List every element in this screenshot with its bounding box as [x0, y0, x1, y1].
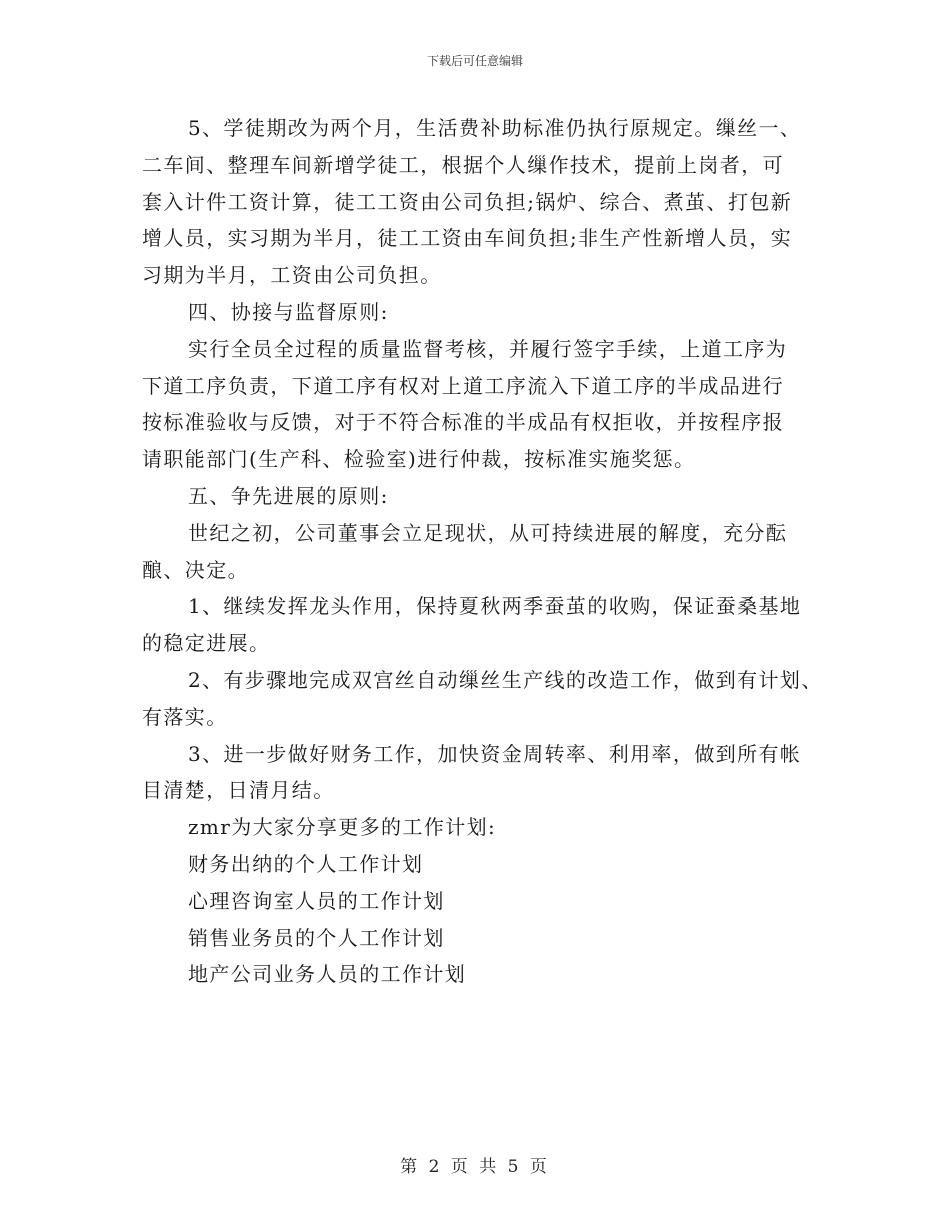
body-line: 心理咨询室人员的工作计划 — [188, 888, 445, 913]
body-line: 请职能部门(生产科、检验室)进行仲裁，按标准实施奖惩。 — [142, 447, 696, 472]
body-line: 二车间、整理车间新增学徒工，根据个人缫作技术，提前上岗者，可 — [142, 152, 784, 177]
body-line: zmr为大家分享更多的工作计划: — [188, 815, 497, 840]
body-line: 财务出纳的个人工作计划 — [188, 851, 424, 876]
page-header: 下载后可任意编辑 — [426, 54, 523, 68]
body-line: 有落实。 — [142, 704, 228, 729]
body-line: 销售业务员的个人工作计划 — [188, 925, 445, 950]
body-line: 五、争先进展的原则: — [188, 483, 389, 508]
body-line: 实行全员全过程的质量监督考核，并履行签字手续，上道工序为 — [188, 336, 788, 361]
document-body — [142, 110, 823, 993]
body-line: 世纪之初，公司董事会立足现状，从可持续进展的解度，充分酝 — [188, 520, 788, 545]
body-line: 套入计件工资计算，徒工工资由公司负担;锅炉、综合、煮茧、打包新 — [142, 189, 793, 214]
body-line: 按标准验收与反馈，对于不符合标准的半成品有权拒收，并按程序报 — [142, 410, 784, 435]
body-line: 增人员，实习期为半月，徒工工资由车间负担;非生产性新增人员，实 — [142, 226, 793, 251]
body-line: 目清楚，日清月结。 — [142, 778, 335, 803]
body-line: 的稳定进展。 — [142, 631, 271, 656]
body-line: 1、继续发挥龙头作用，保持夏秋两季蚕茧的收购，保证蚕桑基地 — [188, 594, 802, 619]
body-line: 下道工序负责，下道工序有权对上道工序流入下道工序的半成品进行 — [142, 373, 784, 398]
body-line: 四、协接与监督原则: — [188, 299, 389, 324]
body-line: 2、有步骤地完成双宫丝自动缫丝生产线的改造工作，做到有计划、 — [188, 667, 823, 692]
body-line: 3、进一步做好财务工作，加快资金周转率、利用率，做到所有帐 — [188, 741, 802, 766]
body-line: 酿、决定。 — [142, 557, 249, 582]
body-line: 地产公司业务人员的工作计划 — [188, 962, 467, 987]
body-line: 习期为半月，工资由公司负担。 — [142, 263, 442, 288]
page-number: 第 2 页 共 5 页 — [400, 1157, 550, 1177]
body-line: 5、学徒期改为两个月，生活费补助标准仍执行原规定。缫丝一、 — [188, 116, 802, 140]
